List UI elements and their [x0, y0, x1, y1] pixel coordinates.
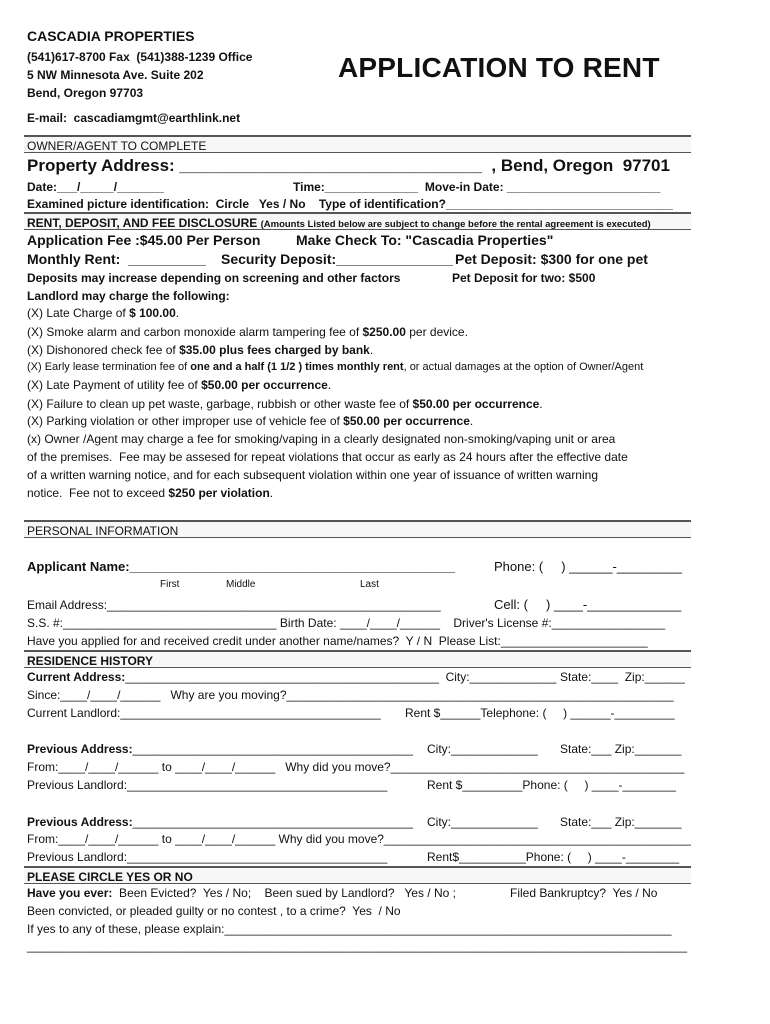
fee-smoking-line4: notice. Fee not to exceed $250 per violation.: [27, 486, 274, 500]
pet-deposit-one: Pet Deposit: $300 for one pet: [455, 251, 648, 267]
current-state-zip-field[interactable]: State:____ Zip:______: [560, 670, 685, 684]
previous-state-zip-2-field[interactable]: State:___ Zip:_______: [560, 815, 682, 829]
fee-late-utility: (X) Late Payment of utility fee of $50.00 per occurrence.: [27, 378, 332, 392]
pet-deposit-two: Pet Deposit for two: $500: [452, 271, 596, 285]
personal-section-heading: [24, 520, 691, 538]
owner-heading-text: OWNER/AGENT TO COMPLETE: [27, 139, 207, 153]
fee-smoking-line1: (x) Owner /Agent may charge a fee for smoking/vaping in a clearly designated non-smoking/vaping unit or area: [27, 432, 616, 446]
fees-heading-text: RENT, DEPOSIT, AND FEE DISCLOSURE: [27, 216, 258, 230]
company-email: E-mail: cascadiamgmt@earthlink.net: [27, 111, 241, 125]
last-label: Last: [360, 579, 379, 590]
application-fee: Application Fee :$45.00 Per Person: [27, 232, 261, 248]
company-street: 5 NW Minnesota Ave. Suite 202: [27, 68, 204, 82]
fees-section-heading: [24, 212, 691, 230]
current-address-field[interactable]: Current Address:_______________________________________________ City:_____________: [27, 670, 557, 684]
property-address-field[interactable]: Property Address: ________________________________ , Bend, Oregon 97701: [27, 156, 670, 175]
middle-label: Middle: [226, 579, 256, 590]
company-name: CASCADIA PROPERTIES: [27, 28, 195, 44]
previous-city-2-field[interactable]: City:_____________: [427, 815, 538, 829]
date-field[interactable]: Date:___/_____/_______: [27, 180, 164, 194]
fees-heading-note: (Amounts Listed below are subject to change before the rental agreement is executed): [260, 219, 651, 230]
previous-landlord-2-field[interactable]: Previous Landlord:_______________________________________: [27, 850, 388, 864]
previous-city-1-field[interactable]: City:_____________: [427, 742, 538, 756]
deposits-note: Deposits may increase depending on screening and other factors: [27, 271, 401, 285]
previous-rent-phone-2-field[interactable]: Rent$__________Phone: ( ) ____-________: [427, 850, 680, 864]
fee-late-charge: (X) Late Charge of $ 100.00.: [27, 306, 180, 320]
landlord-may-charge: Landlord may charge the following:: [27, 289, 230, 303]
convicted-question[interactable]: Been convicted, or pleaded guilty or no contest , to a crime? Yes / No: [27, 904, 401, 918]
explain-field-line2[interactable]: _____________________________________________________________________________________________________: [27, 940, 688, 953]
credit-other-names-field[interactable]: Have you applied for and received credit under another name/names? Y / N Please List:______________________: [27, 634, 648, 648]
make-check-to: Make Check To: "Cascadia Properties": [296, 232, 554, 248]
security-deposit-field[interactable]: Security Deposit:_______________: [221, 251, 453, 267]
evicted-sued-question[interactable]: Have you ever: Been Evicted? Yes / No; Been sued by Landlord? Yes / No ;: [27, 886, 456, 900]
applicant-name-field[interactable]: Applicant Name:_____________________________________________: [27, 559, 455, 574]
fee-early-termination: (X) Early lease termination fee of one and a half (1 1/2 ) times monthly rent, or actual damages at the option of Owner/Agent: [27, 361, 644, 373]
previous-address-1-field[interactable]: Previous Address:__________________________________________: [27, 742, 413, 756]
fee-parking: (X) Parking violation or other improper use of vehicle fee of $50.00 per occurrence.: [27, 414, 474, 428]
fee-smoke-alarm: (X) Smoke alarm and carbon monoxide alarm tampering fee of $250.00 per device.: [27, 325, 468, 339]
previous-state-zip-1-field[interactable]: State:___ Zip:_______: [560, 742, 682, 756]
first-label: First: [160, 579, 180, 590]
monthly-rent-field[interactable]: Monthly Rent: __________: [27, 251, 206, 267]
yesno-heading-text: PLEASE CIRCLE YES OR NO: [27, 870, 193, 884]
residence-heading-text: RESIDENCE HISTORY: [27, 654, 154, 668]
current-rent-phone-field[interactable]: Rent $______Telephone: ( ) ______-_________: [405, 706, 675, 720]
id-examined-field[interactable]: Examined picture identification: Circle Yes / No Type of identification?__________________________________: [27, 197, 673, 211]
cell-field[interactable]: Cell: ( ) ____-_____________: [494, 597, 682, 612]
previous-address-2-field[interactable]: Previous Address:__________________________________________: [27, 815, 413, 829]
previous-rent-phone-1-field[interactable]: Rent $_________Phone: ( ) ____-________: [427, 778, 676, 792]
fee-smoking-line3: of a written warning notice, and for each subsequent violation within one year of issuance of written warning: [27, 468, 598, 482]
current-landlord-field[interactable]: Current Landlord:_______________________________________: [27, 706, 381, 720]
company-phone: (541)617-8700 Fax (541)388-1239 Office: [27, 50, 253, 64]
owner-section-heading: [24, 135, 691, 153]
company-city: Bend, Oregon 97703: [27, 86, 144, 100]
fee-pet-waste: (X) Failure to clean up pet waste, garbage, rubbish or other waste fee of $50.00 per occurrence.: [27, 397, 543, 411]
yesno-section-heading: [24, 866, 691, 884]
previous-from-to-1-field[interactable]: From:____/____/______ to ____/____/______ Why did you move?____________________________________________: [27, 760, 685, 774]
fee-smoking-line2: of the premises. Fee may be assesed for repeat violations that occur as early as 24 hours after the effective date: [27, 450, 628, 464]
bankruptcy-question[interactable]: Filed Bankruptcy? Yes / No: [510, 886, 658, 900]
previous-from-to-2-field[interactable]: From:____/____/______ to ____/____/______ Why did you move?______________________________________________: [27, 832, 691, 846]
previous-landlord-1-field[interactable]: Previous Landlord:_______________________________________: [27, 778, 388, 792]
since-moving-field[interactable]: Since:____/____/______ Why are you moving?__________________________________________________________: [27, 688, 674, 702]
personal-heading-text: PERSONAL INFORMATION: [27, 524, 179, 538]
email-field[interactable]: Email Address:__________________________________________________: [27, 598, 441, 612]
ss-birth-license-field[interactable]: S.S. #:________________________________ Birth Date: ____/____/______ Driver's License #:_________________: [27, 616, 666, 630]
explain-field[interactable]: If yes to any of these, please explain:___________________________________________________________________: [27, 922, 672, 936]
phone-field[interactable]: Phone: ( ) ______-_________: [494, 559, 682, 574]
time-movein-field[interactable]: Time:______________ Move-in Date: _______________________: [293, 180, 661, 194]
fee-dishonored-check: (X) Dishonored check fee of $35.00 plus fees charged by bank.: [27, 343, 374, 357]
document-title: APPLICATION TO RENT: [338, 52, 660, 83]
residence-section-heading: [24, 650, 691, 668]
